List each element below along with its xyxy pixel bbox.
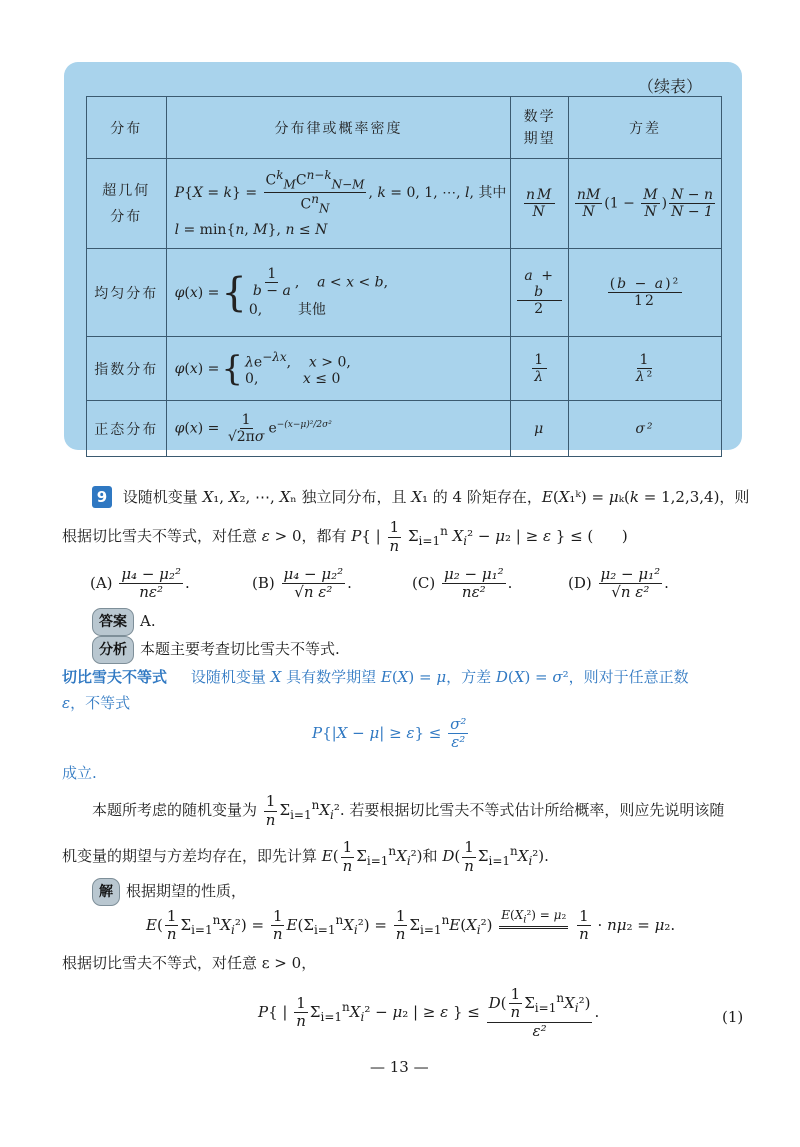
problem-number-badge: 9 — [92, 486, 112, 508]
hypergeometric-pmf: P{X = k} = $\frac{C^k_MC^{n-k}_{N-M}}{C^n_N}$ , k = 0, 1, ⋯, l, 其中 l = min{n, M}, n ≤ N — [166, 159, 511, 249]
answer-text: A. — [140, 612, 156, 630]
normal-variance: σ² — [568, 401, 721, 457]
option-b[interactable]: (B) $\frac{\text{μ₄ − μ₂²}}{\text{√n ε²}}$ . — [252, 565, 352, 602]
table-row — [87, 401, 722, 457]
problem-line-2: 根据切比雪夫不等式，对任意 ε > 0，都有 P{ | $\frac{1}{n}$ $\Sigma_{i=1}^n$ $X_i^2 - \mu_2$ | ≥ ε } ≤ ( ) — [62, 518, 628, 555]
exponential-variance: $\frac{1}{\text{λ²}}$ — [568, 337, 721, 401]
page-number: — 13 — — [370, 1058, 429, 1076]
exponential-mean: $\frac{1}{\lambda}$ — [511, 337, 569, 401]
uniform-variance: $\frac{\text{(b − a)²}}{12}$ — [568, 249, 721, 337]
hypergeometric-variance: $\frac{nM}{N}$ (1 − $\frac{M}{N}$ ) $\frac{N - n}{N - 1}$ — [568, 159, 721, 249]
theorem-line-2: ε，不等式 — [62, 694, 131, 712]
row-name-hypergeometric: 超几何 分布 — [87, 159, 167, 249]
answer-line — [92, 608, 156, 636]
normal-pdf: φ(x) = $\frac{1}{√2\pi\sigma}$ $e^{-(x-\mu)^2/2\sigma^2}$ — [166, 401, 511, 457]
header-pdf: 分布律或概率密度 — [166, 97, 511, 159]
problem-text-1: 设随机变量 X₁, X₂, ⋯, Xₙ 独立同分布，且 X₁ 的 4 阶矩存在，E(X₁ᵏ) = μₖ(k = 1,2,3,4)，则 — [122, 488, 750, 506]
row-name-normal: 正态分布 — [87, 401, 167, 457]
theorem-after: 成立. — [62, 764, 97, 782]
equation-tag: (1) — [722, 1008, 744, 1026]
row-name-uniform: 均匀分布 — [87, 249, 167, 337]
solution-line-2: 根据切比雪夫不等式，对任意 ε > 0， — [62, 954, 317, 972]
table-row — [87, 249, 722, 337]
analysis-text: 本题主要考查切比雪夫不等式. — [140, 640, 340, 658]
table-row — [87, 337, 722, 401]
answer-label: 答案 — [92, 608, 134, 636]
header-mean: 数学 期望 — [511, 97, 569, 159]
uniform-pdf: φ ( x ) = { $\frac{1}{b - a}$ , a < x < b, 0, 其他 — [166, 249, 511, 337]
hypergeometric-mean: $\frac{nM}{N}$ — [511, 159, 569, 249]
table-caption: （续表） — [637, 77, 702, 96]
solution-text: 根据期望的性质， — [126, 882, 247, 900]
uniform-mean: $\frac{a + b}{2}$ — [511, 249, 569, 337]
theorem-title: 切比雪夫不等式 — [62, 668, 168, 686]
exponential-pdf: φ ( x ) = { $\lambda e^{-\lambda x}$, x > 0, 0, x ≤ 0 — [166, 337, 511, 401]
option-a[interactable]: (A) $\frac{\text{μ₄ − μ₂²}}{\text{nε²}}$ . — [90, 565, 190, 602]
theorem-line-1: 切比雪夫不等式 设随机变量 X 具有数学期望 E(X) = μ，方差 D(X) = σ²，则对于任意正数 — [62, 668, 689, 686]
solution-eq-2: P{ | $\frac{1}{n}$ $\Sigma_{i=1}^nX_i^2 - \mu_2$ | ≥ ε } ≤ D( $\frac{1}{n}$ $\Sigma_{i=1}^nX_i^2$) ε² . — [258, 985, 600, 1040]
option-d[interactable]: (D) $\frac{\text{μ₂ − μ₁²}}{\text{√n ε²}}$ . — [568, 565, 669, 602]
solution-line — [92, 878, 246, 906]
chebyshev-formula: P{|X − μ| ≥ ε} ≤ $\frac{\text{σ²}}{\text{ε²}}$ — [312, 715, 467, 752]
table-header-row — [87, 97, 722, 159]
header-variance: 方差 — [568, 97, 721, 159]
analysis-label: 分析 — [92, 636, 134, 664]
para-line-2: 机变量的期望与方差均存在，即先计算 E( $\frac{1}{n}$ $\Sigma_{i=1}^nX_i^2$)和 D( $\frac{1}{n}$ $\Sigma_{i=1}^nX_i^2$). — [62, 838, 549, 875]
option-c[interactable]: (C) $\frac{\text{μ₂ − μ₁²}}{\text{nε²}}$ . — [412, 565, 513, 602]
analysis-line — [92, 636, 340, 664]
problem-line-1 — [92, 484, 749, 510]
distribution-table — [86, 96, 722, 457]
row-name-exponential: 指数分布 — [87, 337, 167, 401]
para-line-1: 本题所考虑的随机变量为 $\frac{1}{n}$ $\Sigma_{i=1}^nX_i^2$. 若要根据切比雪夫不等式估计所给概率，则应先说明该随 — [92, 792, 725, 829]
solution-eq-1: E( $\frac{1}{n}$ $\Sigma_{i=1}^nX_i^2$) = $\frac{1}{n}$ $E(\Sigma_{i=1}^nX_i^2)$ = $\frac{1}{n}$ $\Sigma_{i=1}^nE(X_i^2)$ $E(X_i^2) = \mu_2$ $\frac{1}{n}$ · nμ₂ = μ₂. — [146, 907, 676, 944]
distribution-table-panel — [64, 62, 742, 450]
solution-label: 解 — [92, 878, 120, 906]
header-distribution: 分布 — [87, 97, 167, 159]
normal-mean: μ — [511, 401, 569, 457]
table-row — [87, 159, 722, 249]
